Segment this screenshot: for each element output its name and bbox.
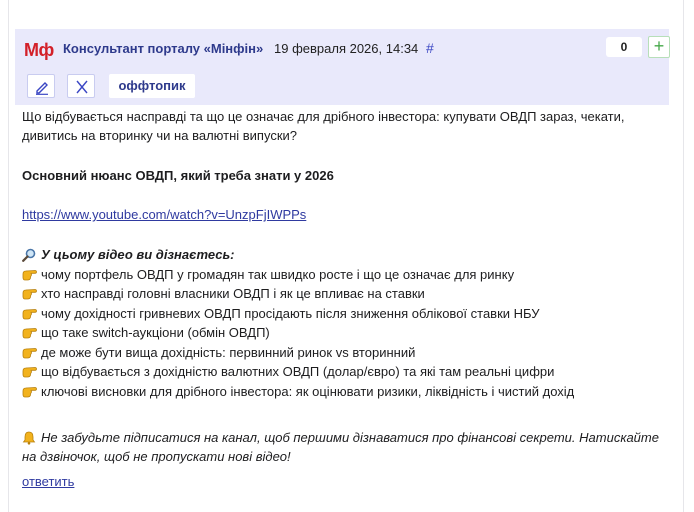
intro-line-1: Що відбувається насправді та що це означає для дрібного інвестора: купувати ОВДП зараз, чекати, <box>22 109 625 124</box>
intro-line-2: дивитись на вторинку чи на валютні випуски? <box>22 128 297 143</box>
delete-button[interactable] <box>67 74 95 98</box>
frame-border-left <box>8 0 9 512</box>
pointing-hand-icon <box>22 385 37 398</box>
pointing-hand-icon <box>22 268 37 281</box>
post-header <box>15 29 669 105</box>
list-item-text: ключові висновки для дрібного інвестора: як оцінювати ризики, ліквідність і чистий дохід <box>41 384 575 399</box>
upvote-button[interactable]: + <box>648 36 670 58</box>
close-icon <box>74 79 90 95</box>
list-item-text: де може бути вища дохідність: первинний ринок vs вторинний <box>41 345 416 360</box>
magnifier-icon <box>22 248 36 262</box>
pointing-hand-icon <box>22 287 37 300</box>
reply-link[interactable]: ответить <box>22 474 75 489</box>
post-subtitle: Основний нюанс ОВДП, який треба знати у 2026 <box>22 168 334 183</box>
minfin-logo: Мф <box>24 40 54 60</box>
post-date: 19 февраля 2026, 14:34 <box>274 41 419 56</box>
frame-border-right <box>683 0 684 512</box>
offtopic-tag[interactable]: оффтопик <box>109 74 195 98</box>
pencil-icon <box>34 79 50 95</box>
author-name-link[interactable]: Консультант порталу «Мінфін» <box>63 41 264 56</box>
learn-heading-text: У цьому відео ви дізнаєтесь: <box>41 247 235 262</box>
bell-icon <box>22 431 36 445</box>
vote-count: 0 <box>606 37 642 57</box>
permalink-hash[interactable]: # <box>426 40 434 56</box>
list-item-text: що таке switch-аукціони (обмін ОВДП) <box>41 325 270 340</box>
bell-line-1-text: Не забудьте підписатися на канал, щоб першими дізнаватися про фінансові секрети. Натискайте <box>41 430 659 445</box>
list-item-text: хто насправді головні власники ОВДП і як це впливає на ставки <box>41 286 425 301</box>
pointing-hand-icon <box>22 307 37 320</box>
pointing-hand-icon <box>22 346 37 359</box>
list-item-text: чому портфель ОВДП у громадян так швидко росте і що це означає для ринку <box>41 267 515 282</box>
edit-button[interactable] <box>27 74 55 98</box>
bell-line-2: на дзвіночок, щоб не пропускати нові відео! <box>22 449 291 464</box>
pointing-hand-icon <box>22 365 37 378</box>
list-item-text: що відбувається з дохідністю валютних ОВДП (долар/євро) та які там реальні цифри <box>41 364 555 379</box>
youtube-link[interactable]: https://www.youtube.com/watch?v=UnzpFjIWPPs <box>22 207 307 222</box>
pointing-hand-icon <box>22 326 37 339</box>
list-item-text: чому дохідності гривневих ОВДП просідають після зниження облікової ставки НБУ <box>41 306 540 321</box>
